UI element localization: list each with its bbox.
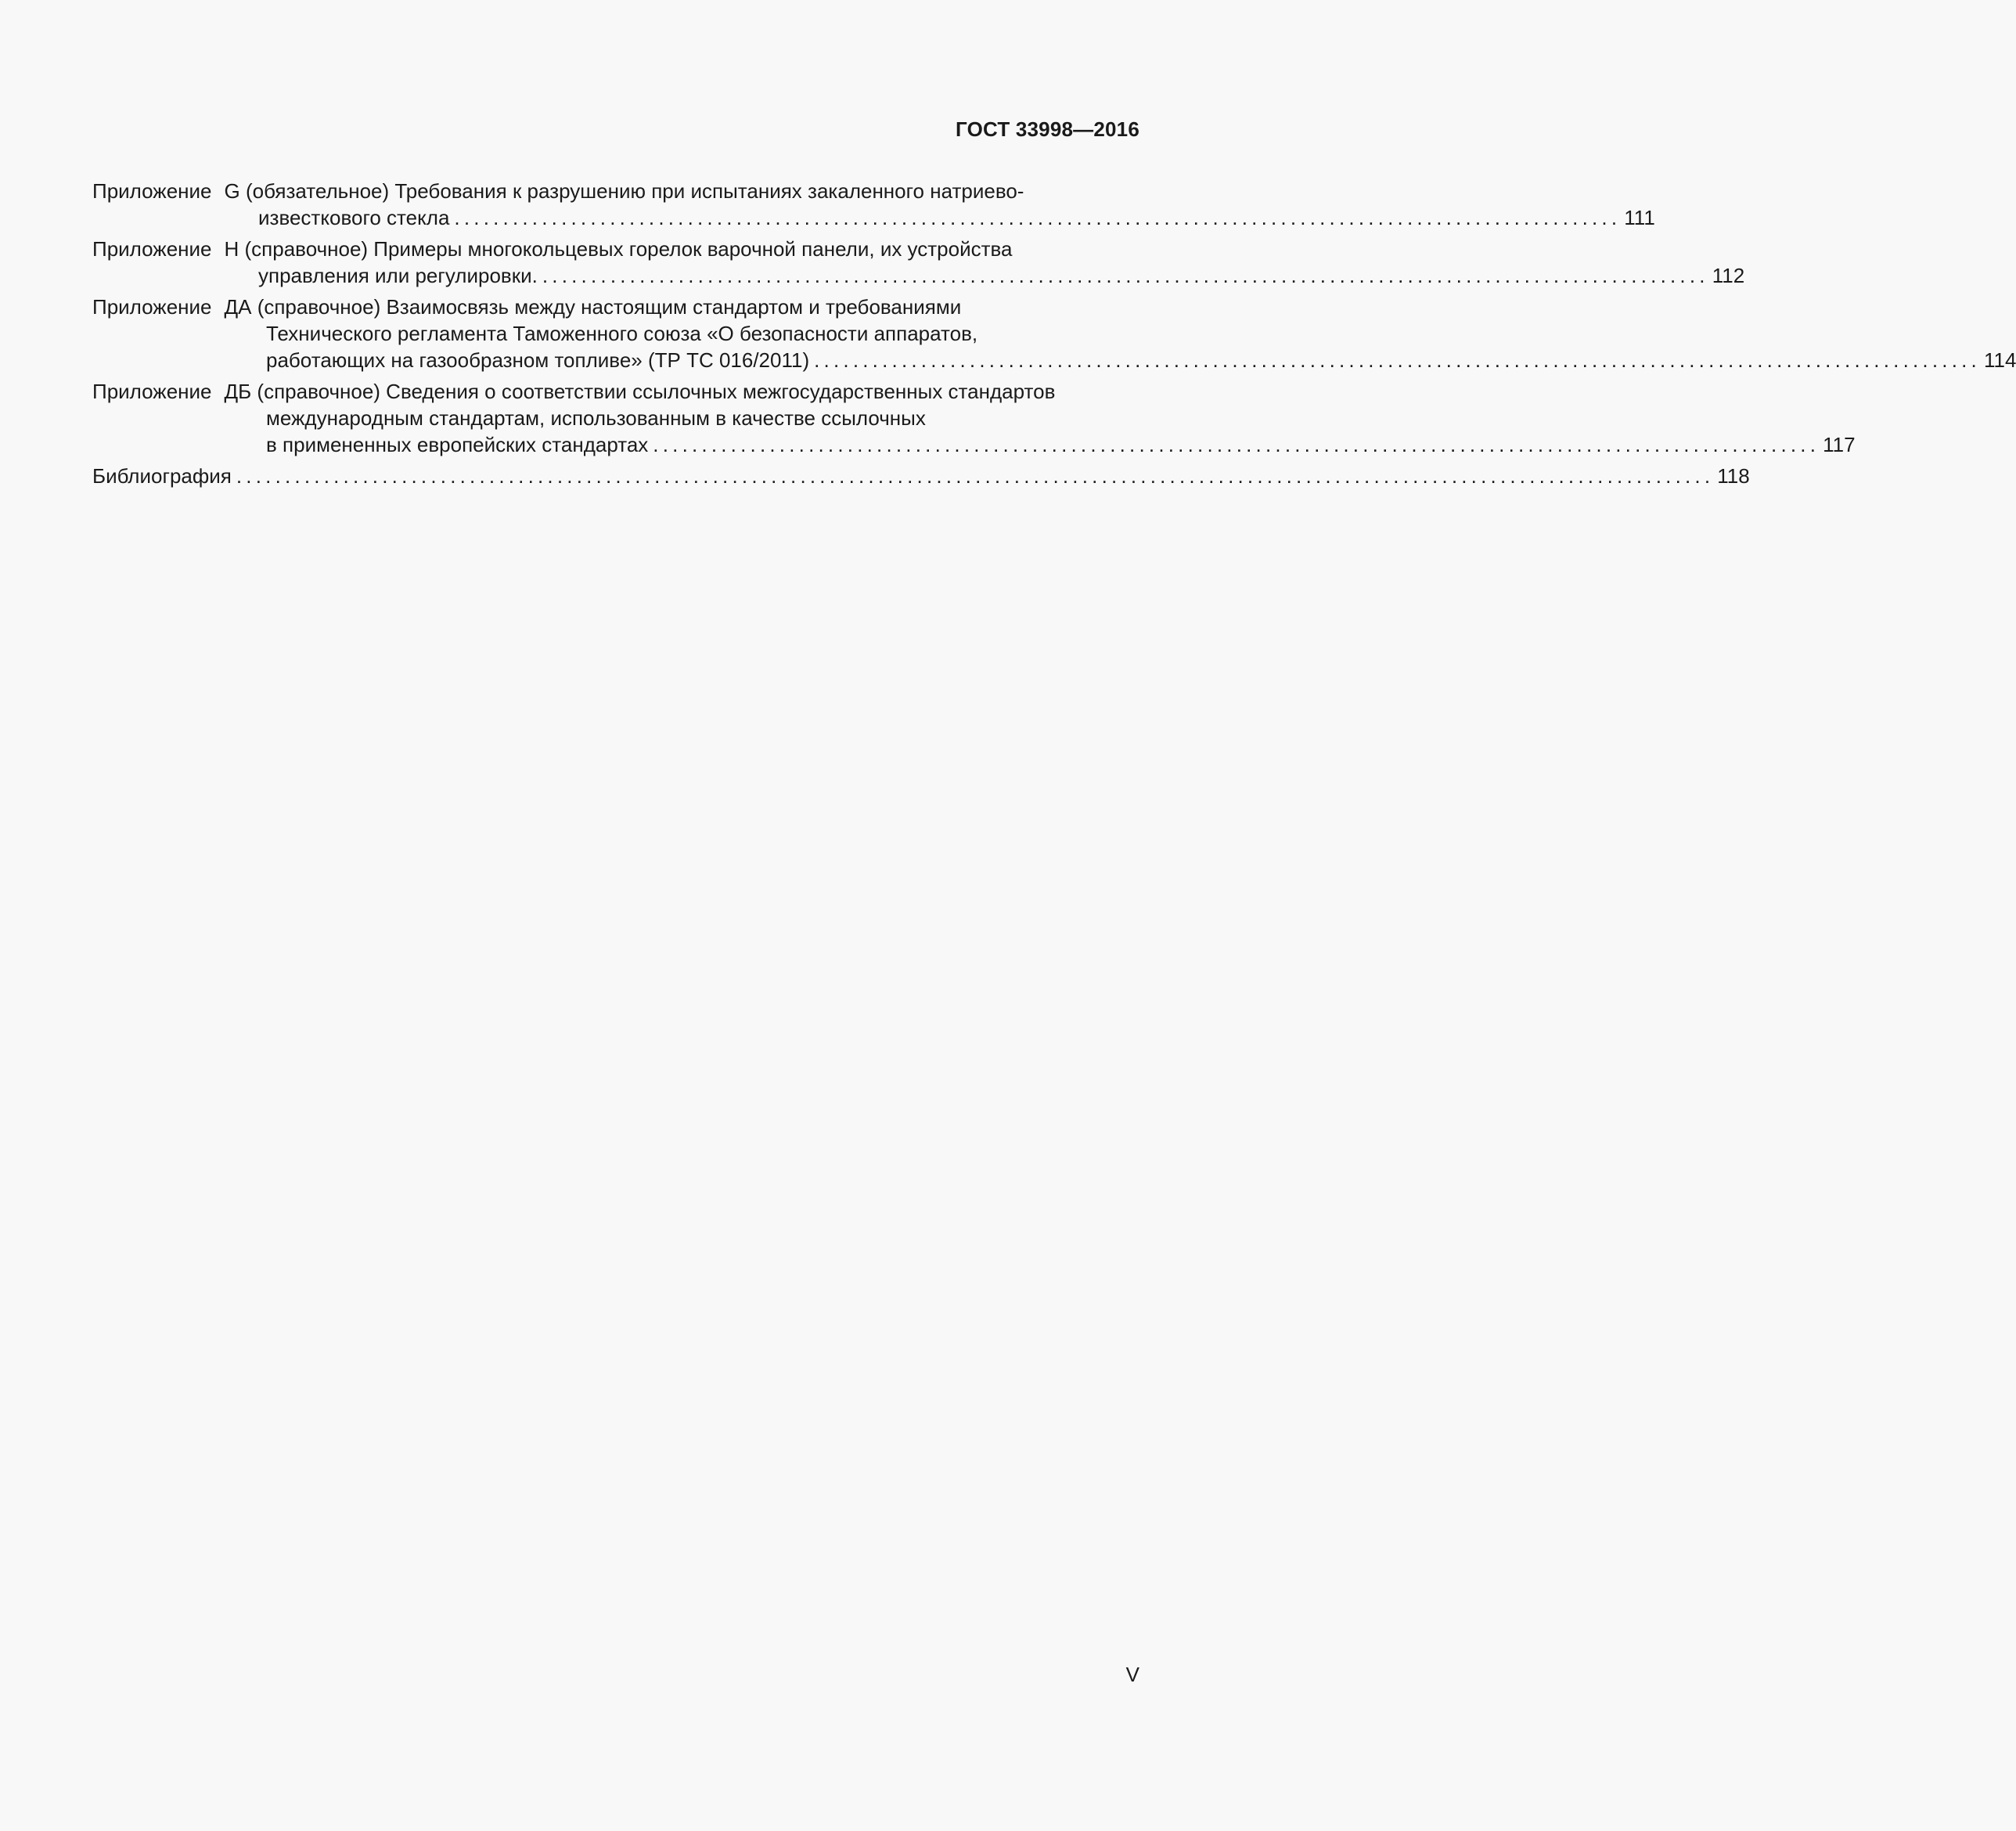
appendix-prefix: Приложение bbox=[92, 237, 212, 261]
toc-entry-appendix-da[interactable] bbox=[92, 294, 2016, 373]
toc-entry-bibliography[interactable] bbox=[92, 463, 1750, 489]
toc-line bbox=[92, 236, 1139, 262]
toc-line-last bbox=[92, 463, 1750, 489]
toc-entry-appendix-h[interactable] bbox=[92, 236, 1745, 289]
toc-text-line: (обязательное) Требования к разрушению при испытаниях закаленного натриево- bbox=[245, 179, 1024, 203]
toc-line-last bbox=[92, 262, 1745, 289]
toc-text-line: работающих на газообразном топливе» (ТР ТС 016/2011) bbox=[266, 348, 810, 372]
toc-entry-appendix-db[interactable] bbox=[92, 378, 1856, 458]
appendix-prefix: Приложение bbox=[92, 380, 212, 403]
appendix-letter: G bbox=[224, 179, 240, 203]
toc-text-line: (справочное) Сведения о соответствии ссылочных межгосударственных стандартов bbox=[257, 380, 1056, 403]
toc-line bbox=[92, 405, 1139, 431]
toc-entry-title bbox=[92, 378, 1055, 405]
bibliography-label: Библиография bbox=[92, 464, 232, 488]
toc-text-line: (справочное) Примеры многокольцевых горелок варочной панели, их устройства bbox=[244, 237, 1013, 261]
toc-line bbox=[92, 320, 1139, 347]
leader-dots: ........................................................................................................................ bbox=[814, 348, 1981, 372]
leader-dots: ........................................................................................................................ bbox=[454, 206, 1622, 229]
toc-line-last bbox=[92, 431, 1856, 458]
appendix-letter: ДБ bbox=[224, 380, 252, 403]
toc-entry-appendix-g[interactable] bbox=[92, 178, 1655, 231]
toc-line bbox=[92, 378, 1139, 405]
toc-text-line: в примененных европейских стандартах bbox=[266, 433, 649, 456]
toc-text-line: (справочное) Взаимосвязь между настоящим стандартом и требованиями bbox=[257, 295, 962, 319]
toc-line-last bbox=[92, 347, 2016, 373]
appendix-prefix: Приложение bbox=[92, 179, 212, 203]
appendix-letter: ДА bbox=[224, 295, 252, 319]
toc-text-line: Технического регламента Таможенного союза «О безопасности аппаратов, bbox=[266, 322, 978, 345]
leader-dots: ........................................................................................................................................................ bbox=[236, 464, 1715, 488]
toc-page-number: 118 bbox=[1717, 464, 1750, 488]
toc-line-last bbox=[92, 204, 1655, 231]
toc-entry-title bbox=[92, 178, 1024, 204]
toc-entry-title bbox=[92, 294, 961, 320]
toc-line bbox=[92, 178, 1139, 204]
document-code-header: ГОСТ 33998—2016 bbox=[956, 117, 1139, 141]
toc-page-number: 117 bbox=[1823, 433, 1856, 456]
table-of-contents bbox=[92, 178, 2016, 494]
toc-text-line: управления или регулировки. bbox=[258, 264, 538, 287]
toc-page-number: 112 bbox=[1712, 264, 1745, 287]
page-number-footer: V bbox=[1125, 1663, 1139, 1686]
appendix-prefix: Приложение bbox=[92, 295, 212, 319]
toc-text-line: известкового стекла bbox=[258, 206, 450, 229]
appendix-letter: Н bbox=[224, 237, 239, 261]
toc-line bbox=[92, 294, 1139, 320]
leader-dots: ........................................................................................................................ bbox=[653, 433, 1820, 456]
toc-entry-title bbox=[92, 236, 1013, 262]
leader-dots: ........................................................................................................................ bbox=[542, 264, 1709, 287]
toc-text-line: международным стандартам, использованным в качестве ссылочных bbox=[266, 406, 926, 430]
toc-page-number: 114 bbox=[1983, 348, 2016, 372]
toc-page-number: 111 bbox=[1624, 206, 1655, 229]
